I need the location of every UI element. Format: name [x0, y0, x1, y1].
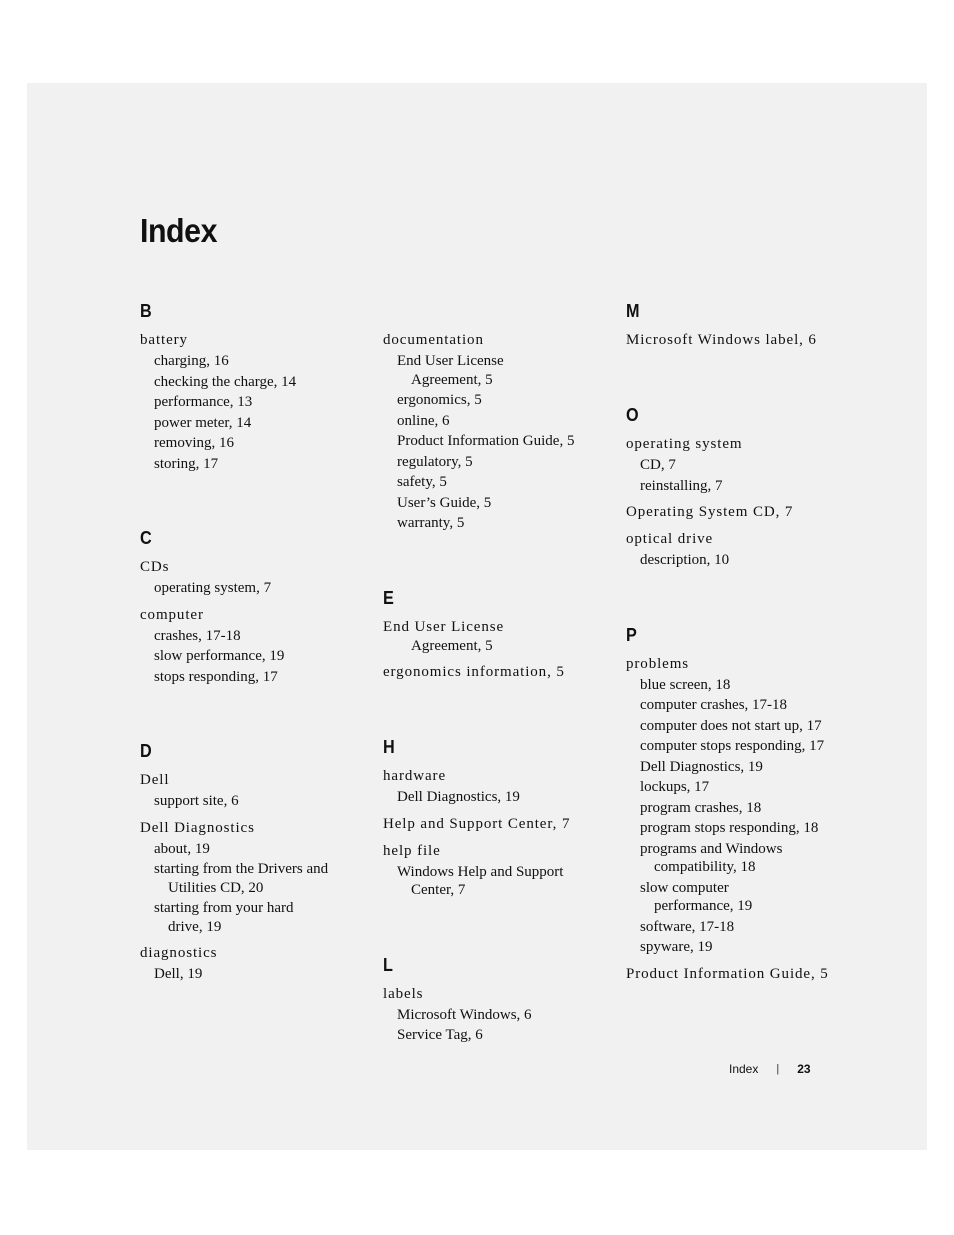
subentry-continuation: performance, 19	[654, 898, 753, 914]
index-column-1	[140, 300, 375, 984]
index-subentry	[140, 965, 375, 984]
section-letter: D	[140, 741, 152, 761]
index-entry	[140, 818, 375, 937]
index-entry	[626, 529, 851, 570]
subentry-text: CD, 7	[640, 457, 676, 473]
index-subentry	[626, 717, 851, 736]
index-column-2	[383, 300, 618, 1045]
index-subentry	[626, 778, 851, 797]
index-term: Dell	[140, 772, 170, 788]
index-term: Dell Diagnostics	[140, 819, 255, 836]
index-subentry	[383, 352, 618, 389]
subentry-text: Service Tag, 6	[397, 1027, 483, 1043]
index-entry	[383, 841, 618, 900]
index-subentry	[140, 393, 375, 412]
subentry-text: End User License	[397, 353, 504, 369]
index-subentry	[140, 860, 375, 897]
subentry-text: crashes, 17-18	[154, 627, 241, 644]
index-subentry	[140, 414, 375, 433]
index-subentry	[626, 819, 851, 838]
section-letter: M	[626, 301, 640, 321]
section-letter	[383, 300, 595, 322]
subentry-text: computer does not start up, 17	[640, 717, 822, 734]
index-subentry	[626, 840, 851, 877]
index-subentry	[383, 514, 618, 533]
index-subentry	[383, 788, 618, 807]
subentry-text: about, 19	[154, 840, 210, 857]
section-letter: P	[626, 624, 637, 645]
subentry-text: Product Information Guide, 5	[397, 433, 575, 449]
subentry-text: warranty, 5	[397, 515, 465, 531]
subentry-continuation: Agreement, 5	[411, 371, 493, 388]
index-subentry	[140, 840, 375, 859]
subentry-text: support site, 6	[154, 793, 239, 809]
subentry-text: regulatory, 5	[397, 453, 473, 470]
section-letter: O	[626, 405, 639, 425]
index-entry	[626, 434, 851, 495]
index-entry	[383, 766, 618, 807]
index-term: End User License	[383, 618, 505, 635]
subentry-text: online, 6	[397, 412, 450, 429]
index-section	[140, 527, 375, 686]
subentry-text: program crashes, 18	[640, 799, 762, 816]
index-entry	[140, 605, 375, 687]
index-entry	[140, 943, 375, 984]
subentry-text: slow performance, 19	[154, 648, 285, 664]
index-term: problems	[626, 655, 690, 672]
index-subentry	[626, 737, 851, 756]
subentry-text: starting from the Drivers and	[154, 861, 329, 877]
subentry-text: ergonomics, 5	[397, 392, 482, 408]
section-letter: B	[140, 301, 152, 321]
index-entry	[383, 617, 618, 656]
index-entry	[383, 814, 618, 834]
subentry-continuation: Center, 7	[411, 882, 466, 898]
index-subentry	[626, 938, 851, 957]
subentry-text: reinstalling, 7	[640, 477, 723, 494]
index-entry	[626, 502, 851, 522]
index-section	[626, 404, 851, 570]
index-subentry	[140, 668, 375, 687]
index-subentry	[626, 551, 851, 570]
footer-label: Index	[729, 1062, 759, 1076]
subentry-text: operating system, 7	[154, 580, 272, 596]
index-term: ergonomics information, 5	[383, 664, 565, 680]
index-term: battery	[140, 332, 188, 348]
index-section	[383, 736, 618, 900]
subentry-continuation: Utilities CD, 20	[168, 879, 264, 896]
index-subentry	[383, 494, 618, 513]
index-subentry	[626, 879, 851, 916]
subentry-text: programs and Windows	[640, 840, 783, 857]
subentry-text: Dell Diagnostics, 19	[397, 789, 520, 805]
index-term: optical drive	[626, 531, 714, 547]
index-entry	[626, 654, 851, 957]
subentry-text: Windows Help and Support	[397, 863, 564, 880]
subentry-text: lockups, 17	[640, 779, 710, 795]
index-term: hardware	[383, 768, 446, 784]
index-term: help file	[383, 842, 441, 859]
index-section	[383, 587, 618, 683]
subentry-continuation: compatibility, 18	[654, 859, 756, 875]
subentry-text: slow computer	[640, 879, 729, 896]
index-entry	[383, 984, 618, 1045]
subentry-text: computer stops responding, 17	[640, 738, 825, 754]
index-term-continuation	[383, 637, 618, 656]
index-subentry	[140, 647, 375, 666]
subentry-text: checking the charge, 14	[154, 373, 297, 390]
index-subentry	[140, 579, 375, 598]
index-term: Help and Support Center, 7	[383, 815, 571, 832]
subentry-continuation: drive, 19	[168, 918, 222, 935]
index-term: diagnostics	[140, 945, 218, 961]
index-entry	[626, 964, 851, 984]
subentry-text: Dell Diagnostics, 19	[640, 758, 763, 775]
index-subentry	[383, 453, 618, 472]
index-subentry	[140, 792, 375, 811]
index-subentry	[140, 455, 375, 474]
index-column-3	[626, 300, 851, 984]
index-entry	[383, 662, 618, 682]
index-term: Operating System CD, 7	[626, 504, 794, 520]
subentry-text: starting from your hard	[154, 900, 294, 916]
index-subentry	[140, 373, 375, 392]
index-term: operating system	[626, 436, 743, 452]
subentry-text: charging, 16	[154, 353, 229, 369]
subentry-text: Dell, 19	[154, 966, 203, 982]
index-term: labels	[383, 985, 424, 1002]
index-term: Microsoft Windows label, 6	[626, 332, 817, 348]
index-term: computer	[140, 606, 204, 623]
index-section	[140, 740, 375, 984]
index-subentry	[383, 412, 618, 431]
index-subentry	[140, 352, 375, 371]
index-term: Product Information Guide, 5	[626, 965, 829, 982]
index-subentry	[626, 758, 851, 777]
index-subentry	[626, 696, 851, 715]
section-letter: E	[383, 587, 394, 608]
subentry-text: power meter, 14	[154, 414, 252, 431]
index-subentry	[626, 456, 851, 475]
index-subentry	[383, 432, 618, 451]
page-title: Index	[140, 212, 218, 249]
subentry-text: software, 17-18	[640, 918, 735, 935]
subentry-text: spyware, 19	[640, 939, 713, 955]
index-subentry	[383, 473, 618, 492]
index-subentry	[626, 918, 851, 937]
index-section	[626, 300, 851, 350]
index-subentry	[383, 1026, 618, 1045]
index-term: CDs	[140, 559, 170, 575]
index-entry	[140, 557, 375, 598]
index-subentry	[140, 434, 375, 453]
index-entry	[383, 330, 618, 533]
subentry-text: removing, 16	[154, 435, 234, 451]
subentry-text: description, 10	[640, 552, 730, 568]
index-entry	[140, 770, 375, 811]
index-section	[383, 300, 618, 533]
subentry-text: blue screen, 18	[640, 676, 731, 693]
section-letter: H	[383, 737, 395, 757]
subentry-text: Microsoft Windows, 6	[397, 1006, 532, 1023]
page-number: 23	[797, 1062, 811, 1076]
footer-separator: |	[776, 1063, 780, 1075]
index-subentry	[626, 477, 851, 496]
index-section	[626, 624, 851, 984]
continuation-text: Agreement, 5	[411, 637, 493, 654]
index-section	[140, 300, 375, 473]
index-entry	[626, 330, 851, 350]
index-subentry	[383, 1006, 618, 1025]
index-subentry	[383, 863, 618, 900]
index-subentry	[626, 799, 851, 818]
section-letter: L	[383, 954, 393, 975]
index-subentry	[383, 391, 618, 410]
subentry-text: safety, 5	[397, 474, 447, 490]
page-footer	[729, 1062, 811, 1076]
subentry-text: User’s Guide, 5	[397, 494, 492, 511]
index-subentry	[140, 627, 375, 646]
subentry-text: storing, 17	[154, 455, 219, 472]
subentry-text: computer crashes, 17-18	[640, 697, 788, 713]
section-letter: C	[140, 528, 152, 548]
index-entry	[140, 330, 375, 473]
subentry-text: performance, 13	[154, 394, 253, 410]
index-subentry	[626, 676, 851, 695]
index-term: documentation	[383, 332, 484, 348]
index-section	[383, 954, 618, 1045]
index-subentry	[140, 899, 375, 936]
subentry-text: stops responding, 17	[154, 668, 278, 685]
subentry-text: program stops responding, 18	[640, 820, 819, 836]
